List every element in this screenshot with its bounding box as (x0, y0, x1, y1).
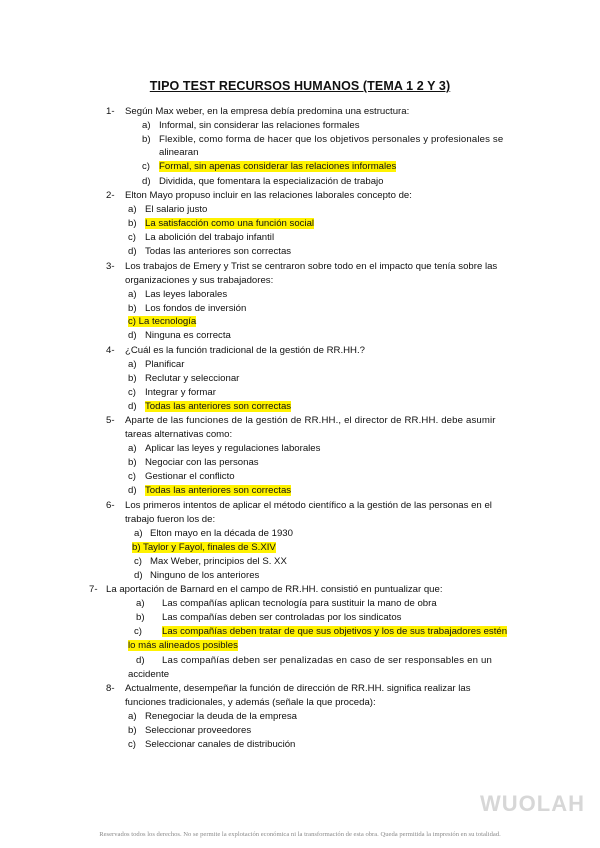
q3-option-a: Las leyes laborales (145, 289, 228, 300)
q1-option-d-label: d) (142, 176, 151, 187)
question-8-text-line1: Actualmente, desempeñar la función de dirección de RR.HH. significa realizar las (125, 683, 471, 694)
q3-option-b: Los fondos de inversión (145, 303, 247, 314)
q1-option-c-answer: Formal, sin apenas considerar las relaciones informales (159, 161, 397, 172)
q1-option-a-label: a) (142, 120, 151, 131)
question-6-text-line1: Los primeros intentos de aplicar el método científico a la gestión de las personas en el (125, 500, 492, 511)
q7-option-a-label: a) (136, 598, 145, 609)
question-7-number: 7- (89, 584, 98, 595)
q1-option-b-line2: alinearan (159, 147, 199, 158)
q7-option-d-label: d) (136, 655, 145, 666)
q4-option-b-label: b) (128, 373, 137, 384)
question-5-text-line1: Aparte de las funciones de la gestión de RR.HH., el director de RR.HH. debe asumir (125, 415, 496, 426)
q3-option-a-label: a) (128, 289, 137, 300)
copyright-footer: Reservados todos los derechos. No se permite la explotación económica ni la transformación de esta obra. Queda permitida la impresión en su totalidad. (99, 831, 501, 838)
question-7-text: La aportación de Barnard en el campo de RR.HH. consistió en puntualizar que: (106, 584, 443, 595)
q6-option-b-answer: b) Taylor y Fayol, finales de S.XIV (132, 542, 276, 553)
question-3-number: 3- (106, 261, 115, 272)
question-6-number: 6- (106, 500, 115, 511)
q5-option-b: Negociar con las personas (145, 457, 259, 468)
wuolah-watermark: WUOLAH (480, 791, 585, 816)
q4-option-d-label: d) (128, 401, 137, 412)
q6-option-d: Ninguno de los anteriores (150, 570, 260, 581)
q1-option-b-label: b) (142, 134, 151, 145)
question-8-number: 8- (106, 683, 115, 694)
question-4-text: ¿Cuál es la función tradicional de la gestión de RR.HH.? (125, 345, 365, 356)
q6-option-c: Max Weber, principios del S. XX (150, 556, 287, 567)
question-3-text-line1: Los trabajos de Emery y Trist se centraron sobre todo en el impacto que tenía sobre las (125, 261, 498, 272)
q5-option-a: Aplicar las leyes y regulaciones laborales (145, 443, 321, 454)
q6-option-c-label: c) (134, 556, 142, 567)
q3-option-d-label: d) (128, 330, 137, 341)
question-1-text: Según Max weber, en la empresa debía predomina una estructura: (125, 106, 410, 117)
q5-option-d-answer: Todas las anteriores son correctas (145, 485, 292, 496)
q1-option-c-label: c) (142, 161, 150, 172)
q7-option-c-answer-line1: Las compañías deben tratar de que sus objetivos y los de sus trabajadores estén (162, 626, 508, 637)
q2-option-c: La abolición del trabajo infantil (145, 232, 275, 243)
q7-option-a: Las compañías aplican tecnología para sustituir la mano de obra (162, 598, 437, 609)
question-5-number: 5- (106, 415, 115, 426)
question-2-number: 2- (106, 190, 115, 201)
q4-option-c: Integrar y formar (145, 387, 216, 398)
q2-option-a-label: a) (128, 204, 137, 215)
question-1-number: 1- (106, 106, 115, 117)
q6-option-a: Elton mayo en la década de 1930 (150, 528, 293, 539)
q3-option-d: Ninguna es correcta (145, 330, 231, 341)
q4-option-c-label: c) (128, 387, 136, 398)
page-title: TIPO TEST RECURSOS HUMANOS (TEMA 1 2 Y 3) (149, 79, 451, 93)
q1-option-b-line1: Flexible, como forma de hacer que los objetivos personales y profesionales se (159, 134, 504, 145)
question-5-text-line2: tareas alternativas como: (125, 429, 233, 440)
q8-option-c-label: c) (128, 739, 136, 750)
q3-option-b-label: b) (128, 303, 137, 314)
question-6-text-line2: trabajo fueron los de: (125, 514, 216, 525)
q7-option-c-label: c) (134, 626, 142, 637)
question-8-text-line2: funciones tradicionales, y además (señale la que proceda): (125, 697, 376, 708)
q7-option-b-label: b) (136, 612, 145, 623)
question-4-number: 4- (106, 345, 115, 356)
q7-option-b: Las compañías deben ser controladas por los sindicatos (162, 612, 402, 623)
q7-option-d-line2: accidente (128, 669, 170, 680)
q1-option-d: Dividida, que fomentara la especialización de trabajo (159, 176, 384, 187)
q4-option-b: Reclutar y seleccionar (145, 373, 240, 384)
q7-option-c-answer-line2: lo más alineados posibles (128, 640, 238, 651)
q2-option-b-label: b) (128, 218, 137, 229)
q2-option-c-label: c) (128, 232, 136, 243)
q4-option-a: Planificar (145, 359, 185, 370)
q8-option-a-label: a) (128, 711, 137, 722)
q2-option-d: Todas las anteriores son correctas (145, 246, 292, 257)
q6-option-d-label: d) (134, 570, 143, 581)
question-3-text-line2: organizaciones y sus trabajadores: (125, 275, 274, 286)
q4-option-a-label: a) (128, 359, 137, 370)
q5-option-c-label: c) (128, 471, 136, 482)
q2-option-d-label: d) (128, 246, 137, 257)
q3-option-c-answer: c) La tecnología (128, 316, 197, 327)
q8-option-b-label: b) (128, 725, 137, 736)
q5-option-b-label: b) (128, 457, 137, 468)
q6-option-a-label: a) (134, 528, 143, 539)
q7-option-d-line1: Las compañías deben ser penalizadas en caso de ser responsables en un (162, 655, 493, 666)
q4-option-d-answer: Todas las anteriores son correctas (145, 401, 292, 412)
q8-option-a: Renegociar la deuda de la empresa (145, 711, 298, 722)
q5-option-d-label: d) (128, 485, 137, 496)
q2-option-a: El salario justo (145, 204, 208, 215)
q8-option-b: Seleccionar proveedores (145, 725, 252, 736)
q5-option-a-label: a) (128, 443, 137, 454)
q8-option-c: Seleccionar canales de distribución (145, 739, 296, 750)
q5-option-c: Gestionar el conflicto (145, 471, 235, 482)
question-2-text: Elton Mayo propuso incluir en las relaciones laborales concepto de: (125, 190, 412, 201)
q2-option-b-answer: La satisfacción como una función social (145, 218, 315, 229)
q1-option-a: Informal, sin considerar las relaciones formales (159, 120, 360, 131)
